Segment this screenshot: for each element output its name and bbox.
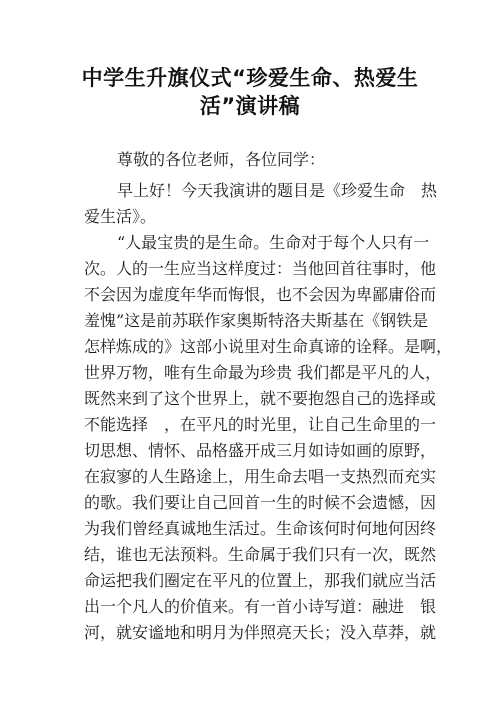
body-line: 在寂寥的人生路途上，用生命去唱一支热烈而充实 <box>84 467 437 486</box>
body-line: 不会因为虚度年华而悔恨，也不会因为卑鄙庸俗而 <box>84 285 437 304</box>
body-line: 次。人的一生应当这样度过：当他回首往事时，他 <box>84 259 437 278</box>
document-title-line-2: 活”演讲稿 <box>199 94 301 118</box>
body-line: 怎样炼成的》这部小说里对生命真谛的诠释。是啊， <box>84 337 453 356</box>
body-line: 为我们曾经真诚地生活过。生命该何时何地何因终 <box>84 519 437 538</box>
body-line: 命运把我们圈定在平凡的位置上，那我们就应当活 <box>84 571 437 590</box>
body-line: 不能选择 ，在平凡的时光里，让自己生命里的一 <box>84 415 437 434</box>
body-line: 河，就安谧地和明月为伴照亮天长；没入草莽，就 <box>84 623 437 642</box>
document-title-line-1: 中学生升旗仪式“珍爱生命、热爱生 <box>81 66 419 90</box>
body-line: 羞愧”这是前苏联作家奥斯特洛夫斯基在《钢铁是 <box>84 311 429 330</box>
body-line: 出一个凡人的价值来。有一首小诗写道：融进 银 <box>84 597 437 616</box>
body-line: 切思想、情怀、品格盛开成三月如诗如画的原野， <box>84 441 437 460</box>
body-line: 结，谁也无法预料。生命属于我们只有一次，既然 <box>84 545 437 564</box>
body-line: 的歌。我们要让自己回首一生的时候不会遗憾，因 <box>84 493 437 512</box>
body-line: “人最宝贵的是生命。生命对于每个人只有一 <box>117 233 430 252</box>
body-line: 既然来到了这个世界上，就不要抱怨自己的选择或 <box>84 389 437 408</box>
salutation-line: 尊敬的各位老师，各位同学： <box>117 150 326 169</box>
body-line: 世界万物，唯有生命最为珍贵 我们都是平凡的人， <box>84 363 442 382</box>
body-line: 早上好！今天我演讲的题目是《珍爱生命 热 <box>117 181 438 200</box>
body-line: 爱生活》。 <box>84 207 157 226</box>
